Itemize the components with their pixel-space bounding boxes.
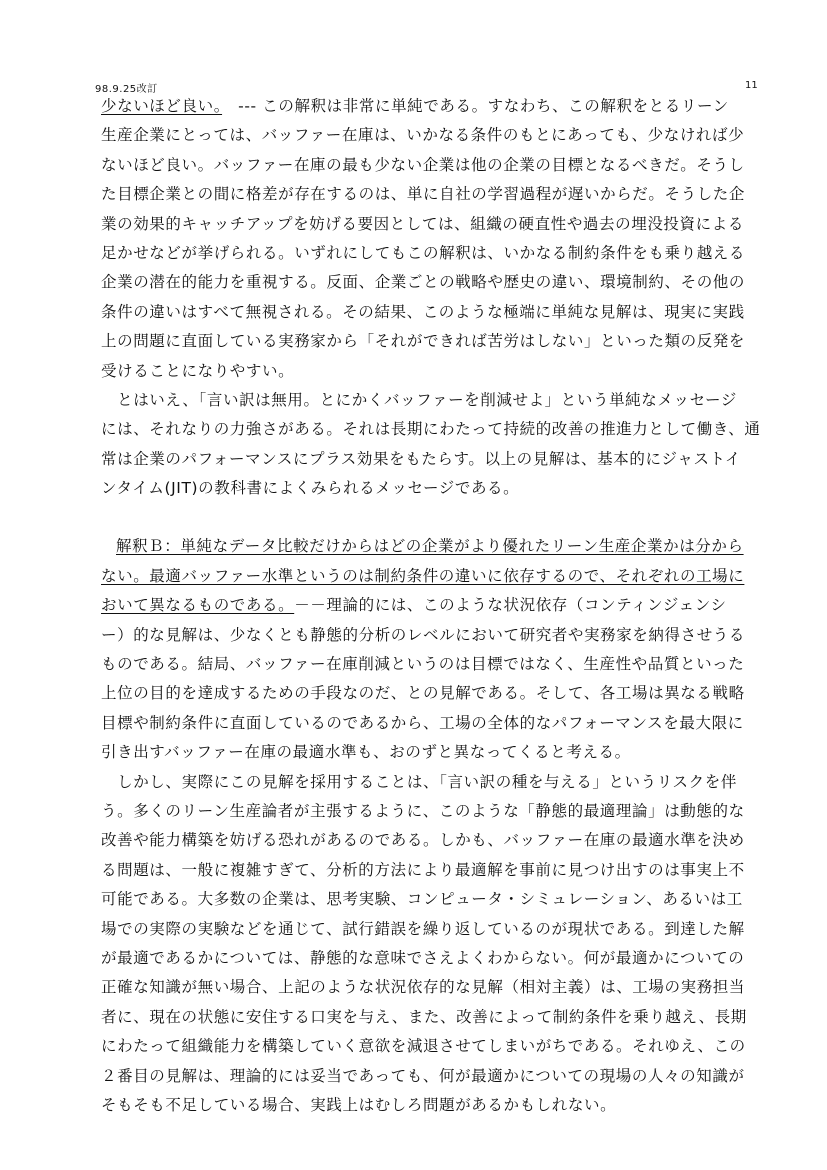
text-line	[101, 92, 786, 121]
line-text: ２番目の見解は、理論的には妥当であっても、何が最適かについての現場の人々の知識が	[101, 1066, 745, 1085]
text-line	[101, 532, 786, 561]
line-text: 上位の目的を達成するための手段なのだ、との見解である。そして、各工場は異なる戦略	[101, 684, 745, 703]
text-line	[101, 621, 786, 650]
line-text: 目標や制約条件に直面しているのであるから、工場の全体的なパフォーマンスを最大限に	[101, 713, 744, 732]
page-number: 11	[745, 80, 758, 91]
text-line	[101, 1091, 786, 1120]
text-line	[101, 298, 786, 327]
text-line	[101, 474, 786, 503]
paragraph-gap	[101, 503, 786, 532]
text-line	[101, 591, 786, 620]
line-text: ー）的な見解は、少なくとも静態的分析のレベルにおいて研究者や実務家を納得させうる	[101, 625, 746, 644]
text-line	[101, 915, 786, 944]
line-text: ものである。結局、バッファー在庫削減というのは目標ではなく、生産性や品質といった	[101, 655, 745, 674]
text-line	[101, 679, 786, 708]
underlined-text: 解釈Ｂ：単純なデータ比較だけからはどの企業がより優れたリーン生産企業かは分から	[116, 537, 744, 556]
line-text: －－理論的には、このような状況依存（コンティンジェンシ	[294, 596, 727, 615]
line-text: 常は企業のパフォーマンスにプラス効果をもたらす。以上の見解は、基本的にジャストイ	[101, 449, 741, 468]
line-text: そもそも不足している場合、実践上はむしろ問題があるかもしれない。	[101, 1095, 617, 1114]
line-text: が最適であるかについては、静態的な意味でさえよくわからない。何が最適かについての	[101, 948, 745, 967]
line-text: 者に、現在の状態に安住する口実を与え、また、改善によって制約条件を乗り越え、長期	[101, 1007, 747, 1026]
line-text: 足かせなどが挙げられる。いずれにしてもこの解釈は、いかなる制約条件をも乗り越える	[101, 243, 746, 262]
text-line	[101, 797, 786, 826]
underlined-text: 少ないほど良い。	[101, 97, 223, 115]
text-line	[101, 885, 786, 914]
text-line	[101, 268, 786, 297]
text-line	[101, 445, 786, 474]
text-line	[101, 856, 786, 885]
line-text: ないほど良い。バッファー在庫の最も少ない企業は他の企業の目標となるべきだ。そうし	[101, 155, 745, 174]
line-text: た目標企業との間に格差が存在するのは、単に自社の学習過程が遅いからだ。そうした企	[101, 185, 746, 204]
text-line	[101, 180, 786, 209]
text-line	[101, 973, 786, 1002]
line-text: --- この解釈は非常に単純である。すなわち、この解釈をとるリーン	[222, 97, 729, 115]
text-line	[101, 826, 786, 855]
line-text: 条件の違いはすべて無視される。その結果、このような極端に単純な見解は、現実に実践	[101, 302, 745, 321]
text-line	[101, 738, 786, 767]
text-line	[101, 1032, 786, 1061]
line-text: 業の効果的キャッチアップを妨げる要因としては、組織の硬直性や過去の埋没投資による	[101, 214, 744, 233]
line-text: にわたって組織能力を構築していく意欲を減退させてしまいがちである。それゆえ、この	[101, 1037, 746, 1056]
underlined-text: おいて異なるものである。	[101, 596, 295, 615]
line-text: 正確な知識が無い場合、上記のような状況依存的な見解（相対主義）は、工場の実務担当	[101, 978, 746, 997]
line-text: とはいえ、「言い訳は無用。とにかくバッファーを削減せよ」という単純なメッセージ	[101, 390, 737, 409]
text-line	[101, 386, 786, 415]
text-line	[101, 121, 786, 150]
document-body	[101, 92, 786, 1120]
line-text: う。多くのリーン生産論者が主張するように、このような「静態的最適理論」は動態的な	[101, 801, 745, 820]
underlined-text: ない。最適バッファー水準というのは制約条件の違いに依存するので、それぞれの工場に	[101, 566, 745, 585]
text-line	[101, 239, 786, 268]
text-line	[101, 210, 786, 239]
line-text: 改善や能力構築を妨げる恐れがあるのである。しかも、バッファー在庫の最適水準を決め	[101, 831, 745, 850]
text-line	[101, 415, 786, 444]
text-line	[101, 709, 786, 738]
line-text: 場での実際の実験などを通じて、試行錯誤を繰り返しているのが現状である。到達した解	[101, 919, 745, 938]
text-line	[101, 327, 786, 356]
line-text: 上の問題に直面している実務家から「それができれば苦労はしない」といった類の反発を	[101, 332, 746, 351]
line-text: には、それなりの力強さがある。それは長期にわたって持続的改善の推進力として働き、通	[101, 420, 761, 439]
text-line	[101, 357, 786, 386]
text-line	[101, 944, 786, 973]
text-line	[101, 650, 786, 679]
line-text: 可能である。大多数の企業は、思考実験、コンピュータ・シミュレーション、あるいは工	[101, 890, 743, 909]
line-text: ンタイム(JIT)の教科書によくみられるメッセージである。	[101, 479, 520, 498]
line-text: しかし、実際にこの見解を採用することは、「言い訳の種を与える」というリスクを伴	[101, 772, 737, 791]
line-text: る問題は、一般に複雑すぎて、分析的方法により最適解を事前に見つけ出すのは事実上不	[101, 860, 745, 879]
revision-date: 98.9.25改訂	[95, 84, 158, 95]
text-line	[101, 1003, 786, 1032]
line-text: 受けることになりやすい。	[101, 361, 295, 380]
line-text: 引き出すバッファー在庫の最適水準も、おのずと異なってくると考える。	[101, 743, 631, 762]
line-text: 生産企業にとっては、バッファー在庫は、いかなる条件のもとにあっても、少なければ少	[101, 126, 745, 145]
text-line	[101, 768, 786, 797]
text-line	[101, 1062, 786, 1091]
line-text: 企業の潜在的能力を重視する。反面、企業ごとの戦略や歴史の違い、環境制約、その他の	[101, 273, 746, 292]
text-line	[101, 151, 786, 180]
text-line	[101, 562, 786, 591]
